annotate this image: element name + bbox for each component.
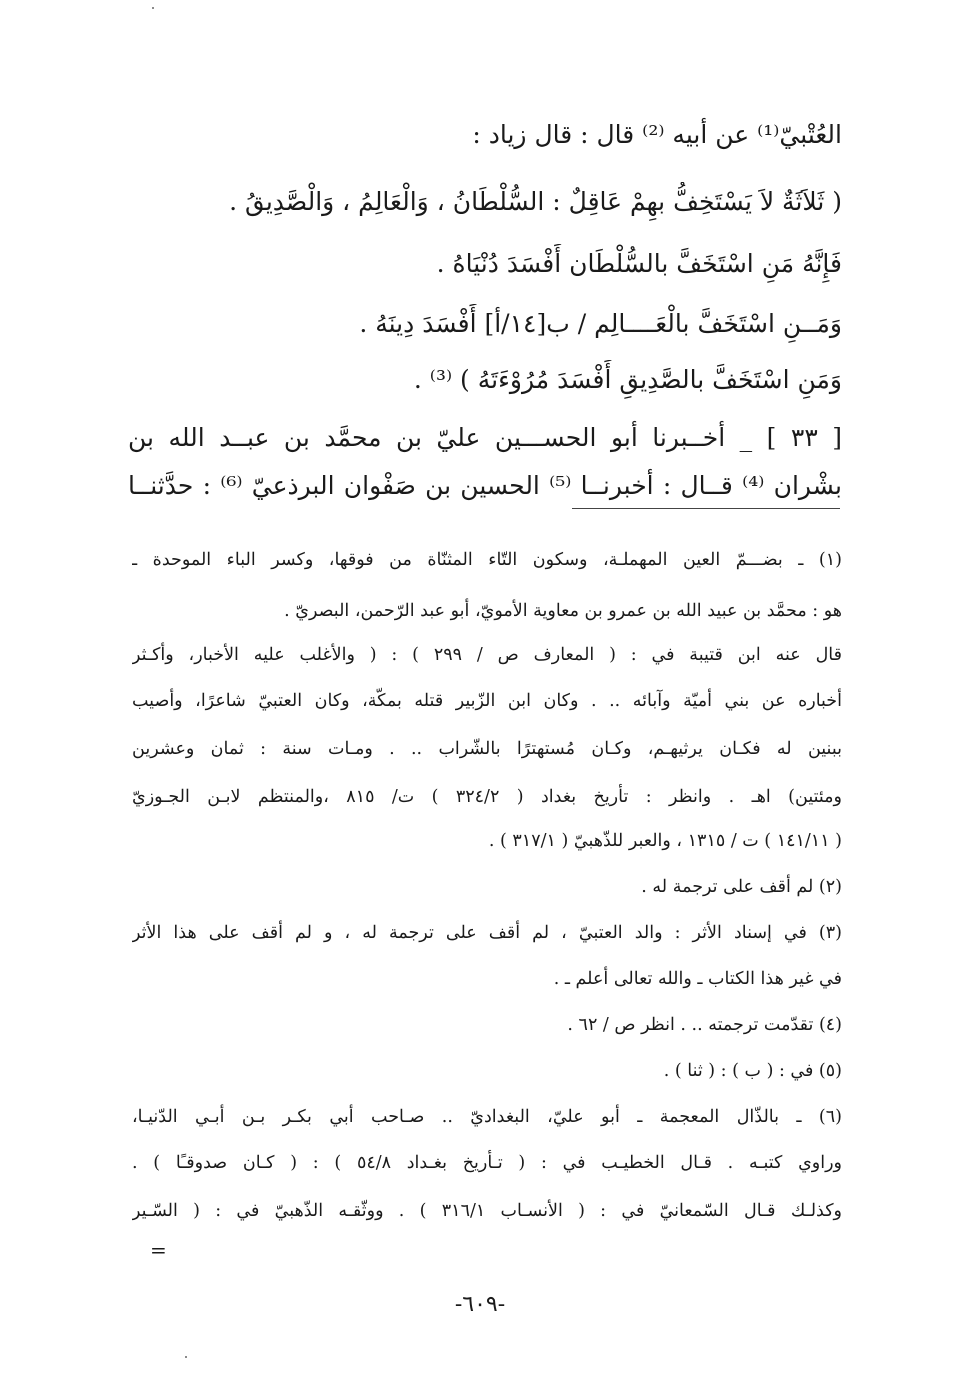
- footnote-line-8: (٢) لم أقف على ترجمة له .: [641, 877, 842, 897]
- footnote-line-12: (٥) في : ( ب ) : ( ثنا ) .: [663, 1061, 842, 1081]
- footnote-line-15: وكذلـك قـال السّمعانيّ في : ( الأنسـاب ٣١٦/١ ) . ووثّقـه الذّهبيّ في : ( السّـير: [132, 1201, 842, 1221]
- footnote-line-5: ببنين له فكـان يرثيهـم، وكـان مُستهترًا بالشّراب .. . ومـات سنة : ثمان وعشرين: [132, 739, 842, 759]
- footnote-line-11: (٤) تقدّمت ترجمته .. . انظر ص / ٦٢ .: [567, 1015, 842, 1035]
- footnote-line-9: (٣) في إسناد الأثر : والد العتبيّ ، لم أقف على ترجمة له ، و لم أقف على هذا الأثر: [132, 923, 842, 943]
- footnote-separator: [572, 508, 840, 509]
- main-line-5: وَمَنِ اسْتَخَفَّ بالصَّدِيقِ أَفْسَدَ مُرُوْءَتَهُ ) ⁽³⁾ .: [413, 365, 842, 394]
- footnote-line-1: (١) ـ بضـــمّ العين المهملـة، وسكون التّاء المثنّاة من فوقها، وكسر الباء الموحدة ـ: [132, 550, 842, 570]
- main-line-3: فَإِنَّهُ مَنِ اسْتَخَفَّ بالسُّلْطَان أَفْسَدَ دُنْيَاهُ .: [436, 249, 842, 278]
- main-line-7: بشْران ⁽⁴⁾ قــال : أخبرنــا ⁽⁵⁾ الحسين بن صَفْوان البرذعيّ ⁽⁶⁾ : حدَّثنــا: [128, 471, 842, 500]
- page-number: -٦٠٩-: [454, 1292, 506, 1317]
- footnote-line-2: هو : محمَّد بن عبيد الله بن عمرو بن معاوية الأمويّ، أبو عبد الرّحمن، البصريّ .: [284, 601, 842, 621]
- main-line-6: [ ٣٣ ] _ أخــبرنا أبو الحســـين عليّ بن محمَّد بن عبــد الله بن: [128, 423, 842, 452]
- footnote-line-3: قال عنه ابن قتيبة في : ( المعارف ص / ٢٩٩ ) : ( والأغلب عليه الأخبار، وأكـثر: [132, 645, 842, 665]
- main-line-2: ( ثَلاَثَةٌ لاَ يَسْتَخِفُّ بهِمْ عَاقِلٌ : السُّلْطَانُ ، وَالْعَالِمُ ، وَالْصَّدِيقُ .: [229, 187, 842, 216]
- scan-speck: [152, 7, 154, 9]
- footnote-line-14: وراوي كتبـه . قـال الخطيـب في : ( تـأريخ بغـداد ٥٤/٨ ) : ( كـان صدوقـًا ) .: [132, 1153, 842, 1173]
- footnote-line-4: أخباره عن بني أميّة وآبائه .. . وكان ابن الزّبير قتله بمكّة، وكان العتبيّ شاعرًا، وأصيب: [132, 691, 842, 711]
- footnote-line-6: ومئتين) اهـ . وانظر : تأريخ بغداد ( ٣٢٤/٢ ) ت/ ٨١٥ ،والمنتظم لابـن الجـوزيّ: [132, 787, 842, 807]
- main-line-4: وَمَــنِ اسْتَخَفَّ بالْعَــــالِم / ب[١٤/أ] أَفْسَدَ دِينَهُ .: [359, 309, 842, 338]
- footnote-line-7: ( ١٤١/١١ ) ت / ١٣١٥ ، والعبر للذّهبيّ ( ٣١٧/١ ) .: [488, 831, 842, 851]
- scan-speck: [185, 1356, 187, 1358]
- continuation-mark: =: [150, 1238, 167, 1262]
- footnote-line-10: في غير هذا الكتاب ـ والله تعالى أعلم ـ .: [553, 969, 842, 989]
- footnote-line-13: (٦) ـ بالذّال المعجمة ـ أبو عليّ، البغداديّ .. صـاحب أبي بكـر بـن أبـي الدّنيـا،: [132, 1107, 842, 1127]
- main-line-1: العُتْبيّ⁽¹⁾ عن أبيه ⁽²⁾ قال : قال زياد :: [472, 120, 842, 149]
